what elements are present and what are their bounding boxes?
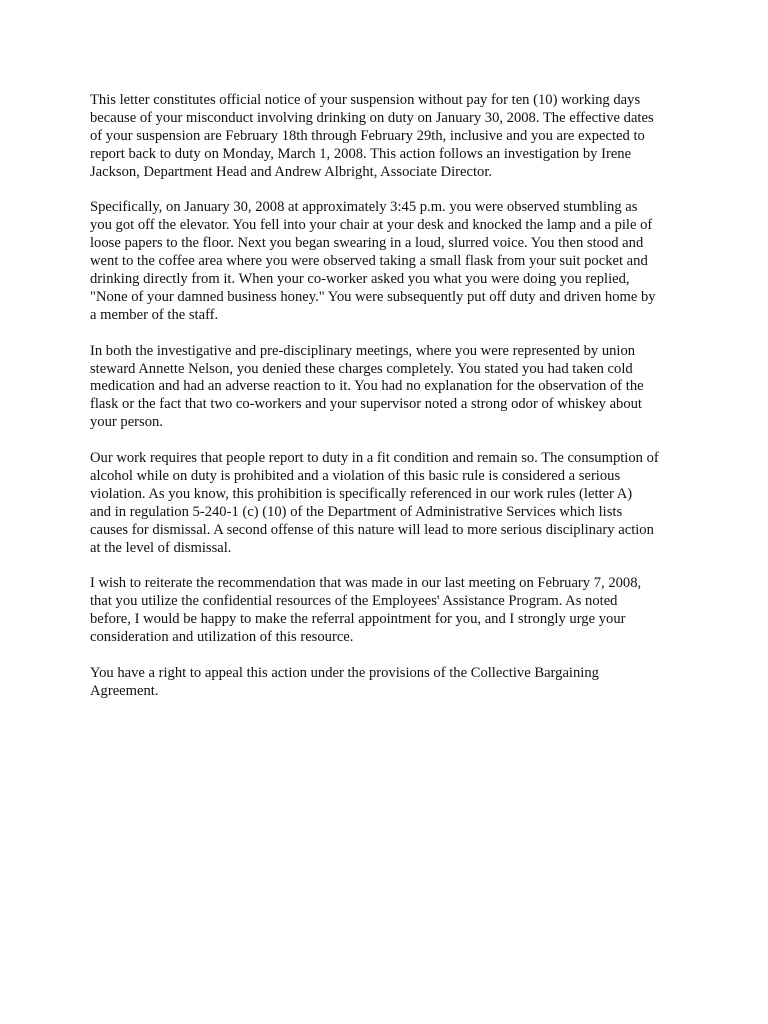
text-line: consideration and utilization of this resource. [90,629,354,646]
text-line: medication and had an adverse reaction to it. You had no explanation for the observation of the [90,378,644,395]
text-line: Specifically, on January 30, 2008 at approximately 3:45 p.m. you were observed stumbling as [90,199,638,216]
text-line: before, I would be happy to make the referral appointment for you, and I strongly urge your [90,611,626,628]
text-line: report back to duty on Monday, March 1, 2008. This action follows an investigation by Irene [90,145,632,162]
text-line: violation. As you know, this prohibition is specifically referenced in our work rules (letter A) [90,485,633,502]
text-line: loose papers to the floor. Next you began swearing in a loud, slurred voice. You then stood and [90,235,644,252]
text-line: This letter constitutes official notice of your suspension without pay for ten (10) working days [90,92,641,108]
text-line: causes for dismissal. A second offense of this nature will lead to more serious disciplinary action [90,521,654,538]
text-line: Jackson, Department Head and Andrew Albright, Associate Director. [90,163,493,180]
text-line: your person. [90,414,163,431]
text-line: alcohol while on duty is prohibited and a violation of this basic rule is considered a serious [90,467,621,484]
paragraph-eap-recommendation [90,575,690,647]
paragraph-suspension-notice [90,92,690,182]
text-line: and in regulation 5-240-1 (c) (10) of the Department of Administrative Services which lists [90,503,623,520]
text-line: you got off the elevator. You fell into your chair at your desk and knocked the lamp and a pile of [90,217,653,234]
paragraph-appeal-rights [90,665,690,701]
text-line: went to the coffee area where you were observed taking a small flask from your suit pocket and [90,253,648,270]
text-line: Our work requires that people report to duty in a fit condition and remain so. The consumption of [90,450,659,467]
text-line: In both the investigative and pre-disciplinary meetings, where you were represented by union [90,342,636,359]
text-line: steward Annette Nelson, you denied these charges completely. You stated you had taken cold [90,360,633,377]
text-line: a member of the staff. [90,306,219,323]
paragraph-incident-description [90,199,690,324]
text-line: You have a right to appeal this action under the provisions of the Collective Bargaining [90,664,599,681]
paragraph-meetings [90,343,690,433]
text-line: flask or the fact that two co-workers and your supervisor noted a strong odor of whiskey about [90,396,642,413]
text-line: that you utilize the confidential resources of the Employees' Assistance Program. As noted [90,593,618,610]
text-line: of your suspension are February 18th through February 29th, inclusive and you are expected to [90,127,645,144]
text-line: because of your misconduct involving drinking on duty on January 30, 2008. The effective dates [90,109,654,126]
text-line: "None of your damned business honey." You were subsequently put off duty and driven home by [90,288,656,305]
text-line: Agreement. [90,682,159,699]
letter-body [90,92,690,719]
text-line: I wish to reiterate the recommendation that was made in our last meeting on February 7, 2008, [90,575,642,592]
text-line: at the level of dismissal. [90,539,232,556]
paragraph-work-rules [90,450,690,557]
text-line: drinking directly from it. When your co-worker asked you what you were doing you replied, [90,271,630,288]
